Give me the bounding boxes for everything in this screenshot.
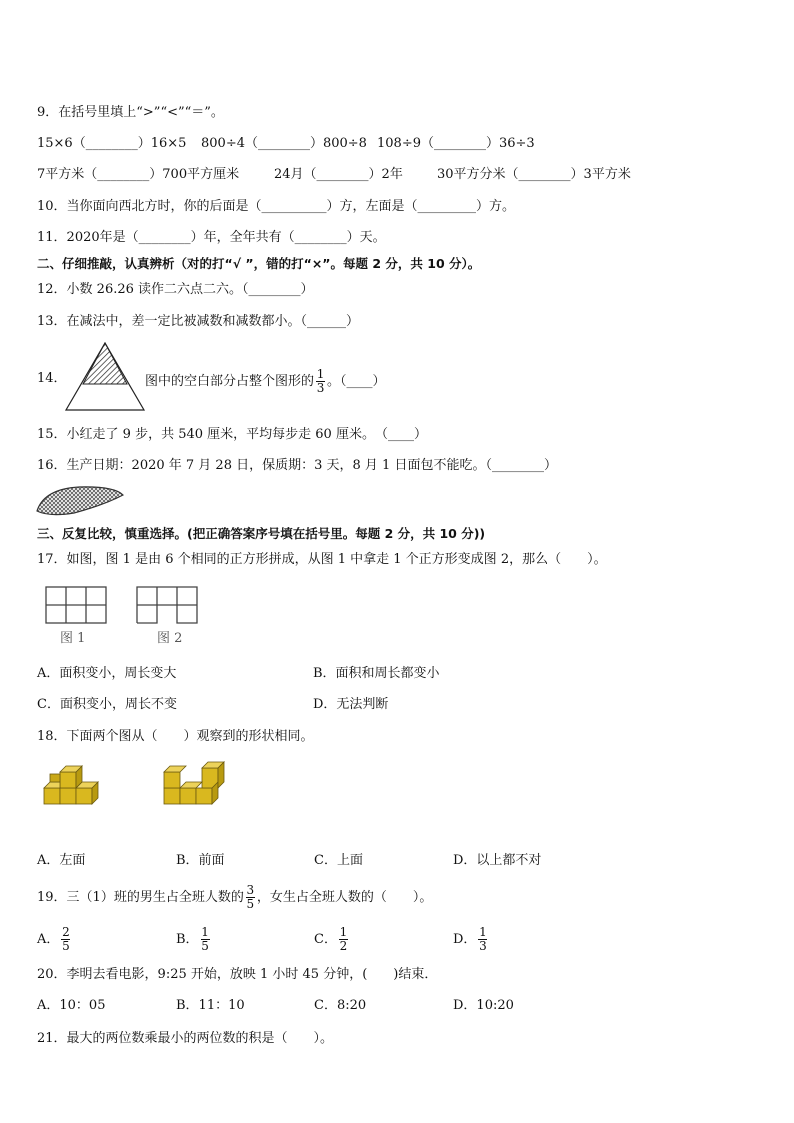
cube-figure-1 <box>42 760 104 808</box>
bread-image <box>34 483 126 517</box>
q16: 16．生产日期：2020 年 7 月 28 日，保质期：3 天，8 月 1 日面包不能吃。（________） <box>37 458 557 473</box>
figure-1-grid <box>45 586 109 626</box>
q9-item: 7平方米（________）700平方厘米 <box>37 167 240 182</box>
q10: 10．当你面向西北方时，你的后面是（__________）方，左面是（_________）方。 <box>37 199 516 214</box>
q17-option-d: D．无法判断 <box>313 697 389 712</box>
q19-option-d: D． $\frac{1}{3}$ <box>453 925 487 953</box>
q18-option-b: B．前面 <box>176 853 225 868</box>
q9-item: 108÷9（________）36÷3 <box>377 136 535 151</box>
triangle-figure <box>62 342 148 412</box>
q20-option-c: C．8:20 <box>314 998 367 1013</box>
cube-figure-2 <box>162 760 226 808</box>
figure-2-label: 图 2 <box>157 631 183 646</box>
q21: 21．最大的两位数乘最小的两位数的积是（ ）。 <box>37 1031 334 1046</box>
q13: 13．在减法中，差一定比被减数和减数都小。（______） <box>37 314 360 329</box>
q19-option-c: C． $\frac{1}{2}$ <box>314 925 348 953</box>
q19-option-b: B． $\frac{1}{5}$ <box>176 925 209 953</box>
section-2-heading: 二、仔细推敲，认真辨析（对的打“√ ”，错的打“×”。每题 2 分，共 10 分）。 <box>37 256 481 271</box>
figure-2-grid <box>136 586 200 626</box>
q14-number: 14． <box>37 371 67 386</box>
figure-1-label: 图 1 <box>60 631 86 646</box>
q18-option-d: D．以上都不对 <box>453 853 542 868</box>
q17-option-b: B．面积和周长都变小 <box>313 666 440 681</box>
section-3-heading: 三、反复比较，慎重选择。(把正确答案序号填在括号里。每题 2 分，共 10 分)) <box>37 526 486 541</box>
q9-item: 24月（________）2年 <box>274 167 403 182</box>
q17-option-c: C．面积变小，周长不变 <box>37 697 177 712</box>
q20-option-a: A．10：05 <box>37 998 106 1013</box>
q14-text: 图中的空白部分占整个图形的 $\frac{1}{3}$ 。（____） <box>145 367 386 395</box>
q12: 12．小数 26.26 读作二六点二六。（________） <box>37 282 314 297</box>
q9-item: 15×6（________）16×5 <box>37 136 187 151</box>
q17-text: 17．如图，图 1 是由 6 个相同的正方形拼成，从图 1 中拿走 1 个正方形变成图 2，那么（ ）。 <box>37 552 607 567</box>
q19-text: 19．三（1）班的男生占全班人数的 $\frac{3}{5}$ ，女生占全班人数的（ ）。 <box>37 883 433 911</box>
q15: 15．小红走了 9 步，共 540 厘米，平均每步走 60 厘米。 （____） <box>37 427 427 442</box>
q18-option-c: C．上面 <box>314 853 363 868</box>
q20-text: 20．李明去看电影，9:25 开始，放映 1 小时 45 分钟，( )结束． <box>37 967 438 982</box>
q19-option-a: A． $\frac{2}{5}$ <box>37 925 70 953</box>
q18-option-a: A．左面 <box>37 853 86 868</box>
q9-title: 9．在括号里填上“>”“<”“＝”。 <box>37 105 224 120</box>
q18-text: 18．下面两个图从（ ）观察到的形状相同。 <box>37 729 314 744</box>
q11: 11．2020年是（________）年，全年共有（________）天。 <box>37 230 386 245</box>
q20-option-d: D．10:20 <box>453 998 514 1013</box>
q9-item: 800÷4（________）800÷8 <box>201 136 367 151</box>
q20-option-b: B．11：10 <box>176 998 245 1013</box>
q9-item: 30平方分米（________）3平方米 <box>437 167 631 182</box>
q17-option-a: A．面积变小，周长变大 <box>37 666 177 681</box>
